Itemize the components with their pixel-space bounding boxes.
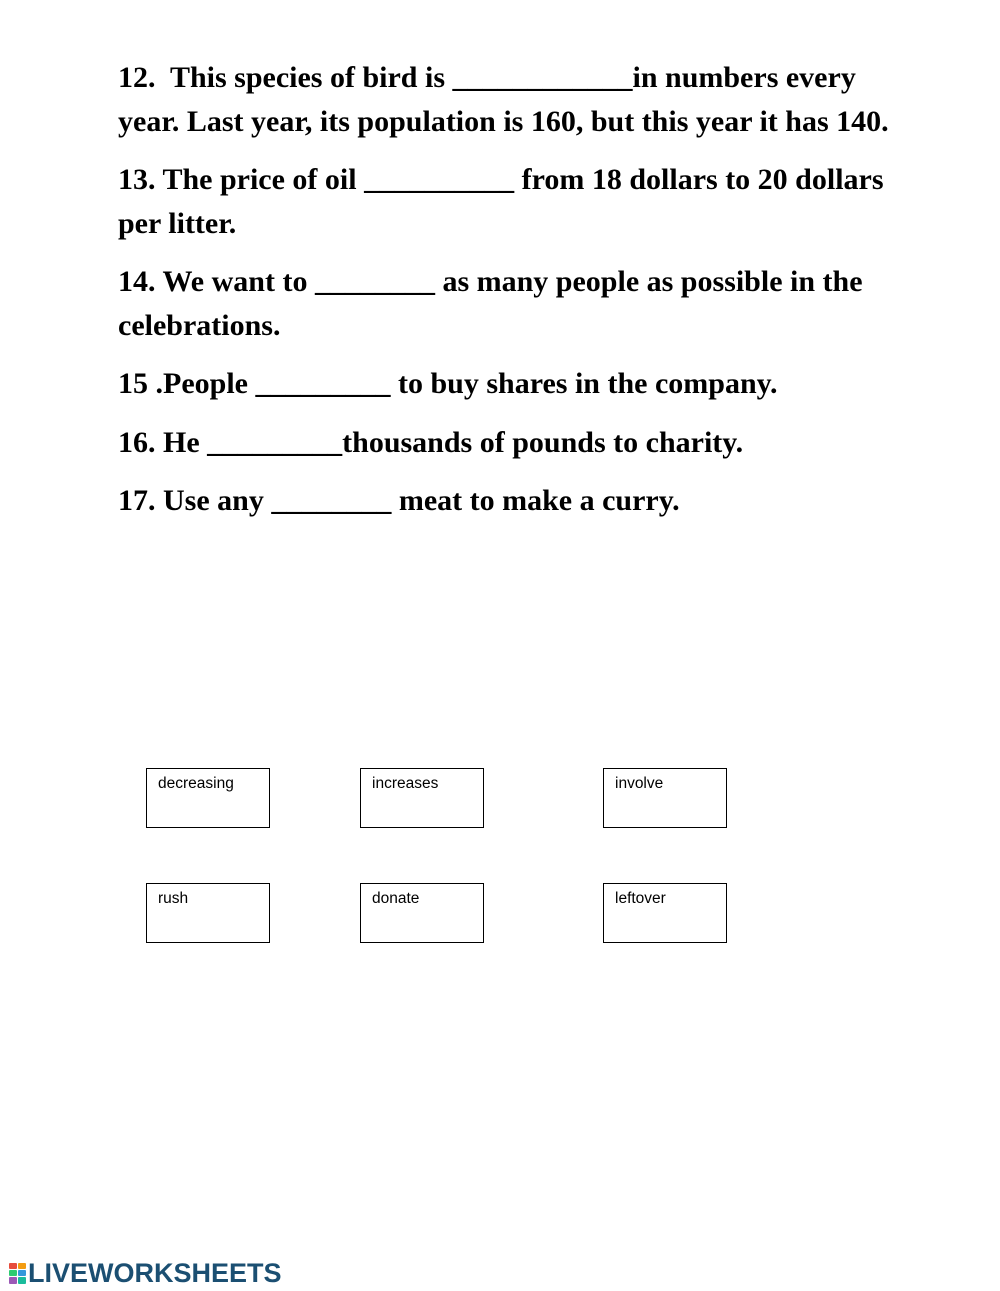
question-16: 16. He _________thousands of pounds to charity. xyxy=(118,425,744,459)
question-14: 14. We want to ________ as many people as possible in the celebrations. xyxy=(118,265,871,342)
question-17: 17. Use any ________ meat to make a curry. xyxy=(118,484,680,517)
question-15: 15 .People _________ to buy shares in the company. xyxy=(118,367,778,400)
word-box-decreasing[interactable]: decreasing xyxy=(146,768,270,828)
word-box-donate[interactable]: donate xyxy=(360,883,484,943)
logo-text: LIVEWORKSHEETS xyxy=(28,1258,282,1288)
questions-list xyxy=(118,56,908,538)
question-13: 13. The price of oil __________ from 18 dollars to 20 dollars per litter. xyxy=(118,163,892,240)
question-12: 12. This species of bird is ____________in numbers every year. Last year, its population is 160, but this year it has 140. xyxy=(118,61,889,138)
word-box-rush[interactable]: rush xyxy=(146,883,270,943)
word-box-increases[interactable]: increases xyxy=(360,768,484,828)
liveworksheets-logo-icon xyxy=(8,1262,26,1284)
liveworksheets-logo xyxy=(8,1258,282,1288)
word-box-leftover[interactable]: leftover xyxy=(603,883,727,943)
word-box-involve[interactable]: involve xyxy=(603,768,727,828)
